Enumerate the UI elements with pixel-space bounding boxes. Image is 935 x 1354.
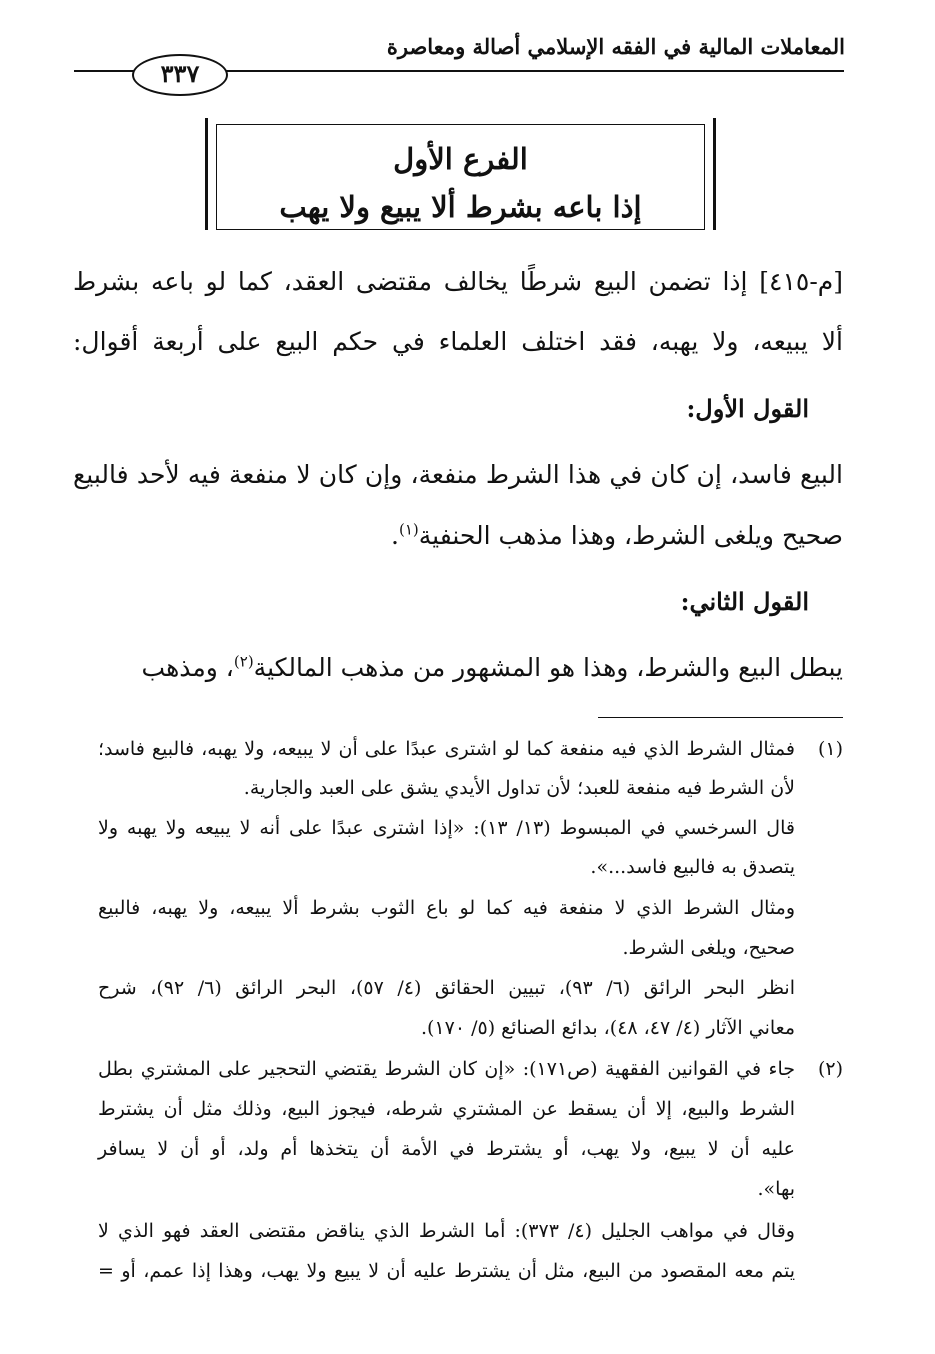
paragraph-3-continuation: ، ومذهب	[141, 653, 234, 682]
footnote-1-line-5: ومثال الشرط الذي لا منفعة فيه كما لو باع الثوب بشرط ألا يبيعه، ولا يهبه، فالبيع	[98, 897, 795, 919]
footnote-1-line-8: معاني الآثار (٤/ ٤٧، ٤٨)، بدائع الصنائع (٥/ ١٧٠).	[420, 1017, 795, 1039]
footnote-2-line-6: يتم معه المقصود من البيع، مثل أن يشترط عليه أن لا يبيع ولا يهب، وهذا إذا عمم، أو =	[98, 1260, 795, 1282]
footnote-1-line-7: انظر البحر الرائق (٦/ ٩٣)، تبيين الحقائق (٤/ ٥٧)، البحر الرائق (٦/ ٩٢)، شرح	[98, 977, 796, 999]
footnote-2-line-3: عليه أن لا يبيع، ولا يهب، أو يشترط في الأمة أن يتخذها أم ولد، أو أن لا يسافر	[98, 1138, 795, 1160]
footnote-ref-1: (١)	[398, 520, 419, 539]
footnote-1-line-6: صحيح، ويلغى الشرط.	[622, 937, 795, 959]
section-title-frame	[216, 124, 705, 230]
section-title-line-1: الفرع الأول	[393, 142, 528, 176]
opinion-heading-1: القول الأول:	[686, 394, 809, 423]
body-paragraph-1-line-2: ألا يبيعه، ولا يهبه، فقد اختلف العلماء في حكم البيع على أربعة أقوال:	[73, 327, 843, 356]
footnote-1-number: (١)	[817, 738, 843, 760]
footnote-1-line-4: يتصدق به فالبيع فاسد...».	[590, 856, 795, 878]
page-number: ٣٣٧	[132, 54, 228, 96]
paragraph-2-end: .	[391, 521, 399, 550]
footnote-2-line-5: وقال في مواهب الجليل (٤/ ٣٧٣): أما الشرط الذي يناقض مقتضى العقد فهو الذي لا	[98, 1220, 795, 1242]
footnote-ref-2: (٢)	[233, 652, 254, 671]
footnote-2-line-1: جاء في القوانين الفقهية (ص١٧١): «إن كان الشرط يقتضي التحجير على المشتري بطل	[98, 1058, 795, 1080]
section-title-line-2: إذا باعه بشرط ألا يبيع ولا يهب	[279, 190, 642, 224]
footnote-2-number: (٢)	[817, 1058, 843, 1080]
footnote-separator	[598, 717, 843, 718]
opinion-heading-2: القول الثاني:	[680, 587, 809, 616]
footnote-2-line-4: بها».	[757, 1178, 795, 1200]
paragraph-3-text: يبطل البيع والشرط، وهذا هو المشهور من مذهب المالكية	[253, 653, 843, 682]
body-paragraph-2-line-2	[391, 516, 843, 556]
footnote-1-line-1: فمثال الشرط الذي فيه منفعة كما لو اشترى عبدًا على أن لا يبيعه، ولا يهبه، فالبيع فاسد؛	[98, 738, 795, 760]
body-paragraph-3-line-1	[142, 648, 843, 688]
section-title-box	[205, 118, 716, 230]
paragraph-2-text: صحيح ويلغى الشرط، وهذا مذهب الحنفية	[418, 521, 843, 550]
footnote-1-line-2: لأن الشرط فيه منفعة للعبد؛ لأن تداول الأيدي يشق على العبد والجارية.	[243, 777, 795, 799]
body-paragraph-2-line-1: البيع فاسد، إن كان في هذا الشرط منفعة، وإن كان لا منفعة فيه لأحد فالبيع	[73, 460, 843, 489]
footnote-2-line-2: الشرط والبيع، إلا أن يسقط عن المشتري شرطه، فيجوز البيع، وذلك مثل أن يشترط	[98, 1098, 795, 1120]
running-title: المعاملات المالية في الفقه الإسلامي أصالة ومعاصرة	[386, 34, 845, 59]
footnote-1-line-3: قال السرخسي في المبسوط (١٣/ ١٣): «إذا اشترى عبدًا على أنه لا يبيعه ولا يهبه ولا	[98, 817, 795, 839]
body-paragraph-1-line-1: [م-٤١٥] إذا تضمن البيع شرطًا يخالف مقتضى العقد، كما لو باعه بشرط	[73, 267, 843, 296]
